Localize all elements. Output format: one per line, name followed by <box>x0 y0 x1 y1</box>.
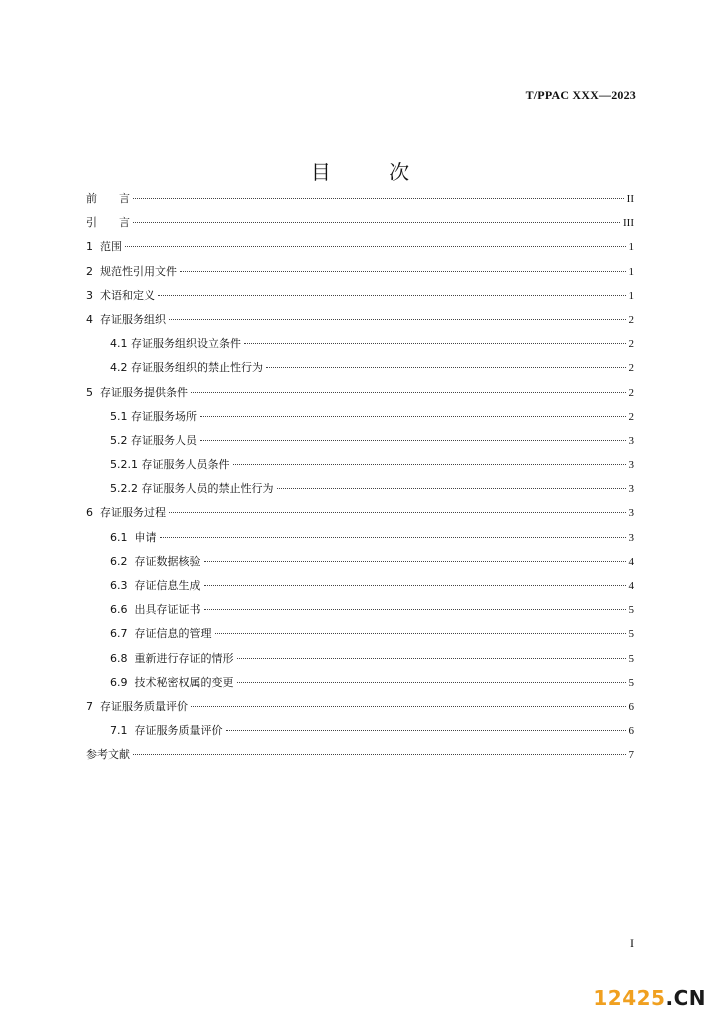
toc-entry[interactable] <box>86 432 634 456</box>
toc-dot-leader <box>204 585 626 586</box>
toc-entry-label: 6.3 存证信息生成 <box>110 579 201 592</box>
toc-entry[interactable] <box>86 674 634 698</box>
toc-entry[interactable] <box>86 408 634 432</box>
toc-dot-leader <box>169 319 626 320</box>
toc-entry-label: 5 存证服务提供条件 <box>86 385 188 399</box>
toc-dot-leader <box>200 440 626 441</box>
toc-entry-label: 4.1 存证服务组织设立条件 <box>110 337 241 351</box>
toc-entry[interactable] <box>86 480 634 504</box>
toc-dot-leader <box>169 512 626 513</box>
page-number: I <box>630 936 634 950</box>
toc-dot-leader <box>204 609 626 610</box>
toc-entry[interactable] <box>86 214 634 238</box>
toc-entry-label: 5.2.2 存证服务人员的禁止性行为 <box>110 482 274 496</box>
toc-entry-label: 2 规范性引用文件 <box>86 264 177 278</box>
toc-entry-label: 1 范围 <box>86 240 122 254</box>
toc-entry-label: 5.1 存证服务场所 <box>110 409 197 423</box>
toc-entry-label: 7 存证服务质量评价 <box>86 699 188 713</box>
toc-entry-label: 6.9 技术秘密权属的变更 <box>110 675 234 689</box>
toc-entry[interactable] <box>86 190 634 214</box>
toc-entry-label: 4.2 存证服务组织的禁止性行为 <box>110 361 263 375</box>
toc-entry-page: 2 <box>628 410 634 423</box>
toc-entry[interactable] <box>86 263 634 287</box>
toc-dot-leader <box>125 246 626 247</box>
toc-entry-page: 1 <box>628 241 634 254</box>
toc-entry-label: 6.6 出具存证证书 <box>110 603 201 617</box>
toc-dot-leader <box>204 561 626 562</box>
toc-entry[interactable] <box>86 529 634 553</box>
watermark-domain: .CN <box>665 986 706 1010</box>
toc-entry-page: 3 <box>628 434 634 447</box>
toc-entry-page: 5 <box>628 676 634 689</box>
toc-entry-page: III <box>623 217 634 230</box>
toc-entry-label: 6.1 申请 <box>110 530 157 544</box>
toc-entry-page: 3 <box>628 483 634 496</box>
toc-dot-leader <box>215 633 626 634</box>
toc-entry-page: 5 <box>628 652 634 665</box>
toc-entry[interactable] <box>86 359 634 383</box>
toc-entry-label: 6 存证服务过程 <box>86 506 166 520</box>
watermark-logo <box>593 986 706 1010</box>
toc-entry[interactable] <box>86 504 634 528</box>
toc-entry-label: 6.7 存证信息的管理 <box>110 627 212 641</box>
toc-dot-leader <box>158 295 626 296</box>
toc-entry-page: 1 <box>628 289 634 302</box>
toc-entry[interactable] <box>86 650 634 674</box>
toc-entry-page: 3 <box>628 531 634 544</box>
toc-dot-leader <box>266 367 626 368</box>
toc-entry[interactable] <box>86 601 634 625</box>
toc-entry-page: 6 <box>628 700 634 713</box>
toc-dot-leader <box>233 464 626 465</box>
toc-entry[interactable] <box>86 553 634 577</box>
toc-entry-page: 7 <box>628 749 634 762</box>
toc-dot-leader <box>237 682 626 683</box>
table-of-contents <box>86 190 634 771</box>
toc-entry-label: 引 言 <box>86 216 130 230</box>
toc-entry[interactable] <box>86 335 634 359</box>
toc-entry-label: 5.2 存证服务人员 <box>110 433 197 447</box>
toc-dot-leader <box>191 392 626 393</box>
toc-entry-page: 4 <box>628 555 634 568</box>
toc-entry-label: 6.2 存证数据核验 <box>110 554 201 568</box>
toc-entry[interactable] <box>86 311 634 335</box>
toc-entry-page: 3 <box>628 459 634 472</box>
toc-entry[interactable] <box>86 722 634 746</box>
toc-entry[interactable] <box>86 625 634 649</box>
toc-entry-label: 5.2.1 存证服务人员条件 <box>110 458 230 472</box>
toc-entry-page: 5 <box>628 628 634 641</box>
toc-entry-page: 6 <box>628 725 634 738</box>
toc-entry-page: 2 <box>628 362 634 375</box>
toc-entry-label: 参考文献 <box>86 748 130 762</box>
toc-dot-leader <box>133 754 626 755</box>
toc-entry-page: 1 <box>628 265 634 278</box>
toc-entry-label: 4 存证服务组织 <box>86 312 166 326</box>
toc-entry-page: 4 <box>628 580 634 592</box>
toc-dot-leader <box>133 222 620 223</box>
toc-entry[interactable] <box>86 698 634 722</box>
toc-entry[interactable] <box>86 238 634 262</box>
document-id: T/PPAC XXX—2023 <box>525 88 636 102</box>
toc-dot-leader <box>180 271 626 272</box>
toc-dot-leader <box>237 658 626 659</box>
toc-entry[interactable] <box>86 287 634 311</box>
toc-entry-page: 5 <box>628 604 634 617</box>
toc-dot-leader <box>226 730 626 731</box>
toc-entry-page: 2 <box>628 386 634 399</box>
toc-dot-leader <box>200 416 626 417</box>
toc-entry-page: 2 <box>628 338 634 351</box>
toc-entry-page: 3 <box>628 507 634 520</box>
toc-dot-leader <box>277 488 626 489</box>
toc-dot-leader <box>133 198 624 199</box>
toc-entry-label: 6.8 重新进行存证的情形 <box>110 651 234 665</box>
toc-dot-leader <box>160 537 626 538</box>
toc-entry-label: 前 言 <box>86 192 130 205</box>
toc-dot-leader <box>191 706 626 707</box>
toc-entry-page: II <box>626 193 634 205</box>
toc-entry-page: 2 <box>628 313 634 326</box>
toc-entry[interactable] <box>86 384 634 408</box>
toc-entry[interactable] <box>86 577 634 601</box>
toc-entry-label: 7.1 存证服务质量评价 <box>110 724 223 738</box>
watermark-number: 12425 <box>593 986 666 1010</box>
toc-entry-label: 3 术语和定义 <box>86 288 155 302</box>
toc-dot-leader <box>244 343 626 344</box>
toc-entry[interactable] <box>86 456 634 480</box>
toc-entry[interactable] <box>86 746 634 770</box>
toc-title: 目 次 <box>310 160 436 184</box>
